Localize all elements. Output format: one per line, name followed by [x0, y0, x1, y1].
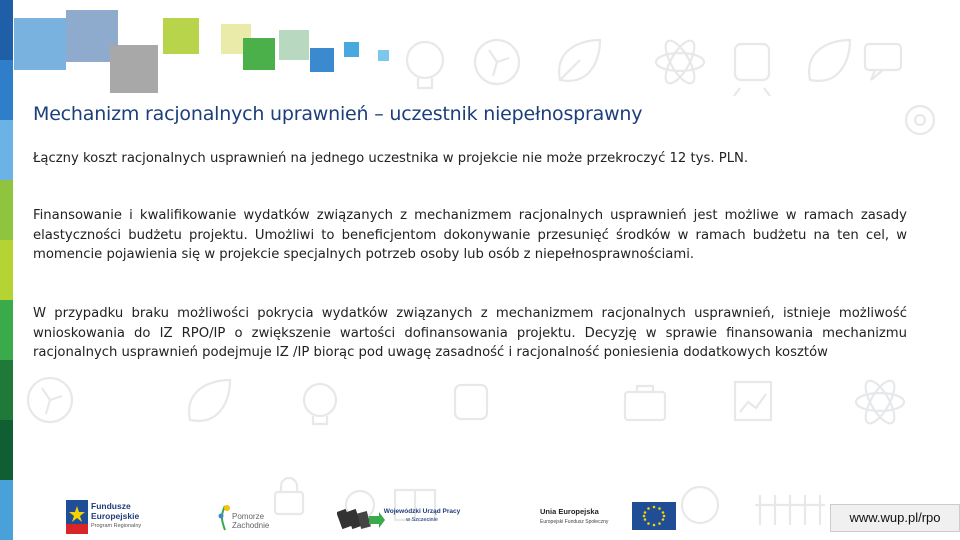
footer-logos: [0, 492, 960, 540]
train-icon: [734, 44, 770, 96]
website-url[interactable]: www.wup.pl/rpo: [830, 504, 960, 532]
pomorze-line2: Zachodnie: [232, 521, 270, 530]
fe-star-icon: [66, 500, 88, 534]
lightbulb-icon: [407, 42, 443, 88]
paragraph-funding-increase: W przypadku braku możliwości pokrycia wydatków związanych z mechanizmem racjonalnych usprawnień, istnieje możliwość wnioskowania do IZ RPO/IP o zwiększenie wartości dofinansowania projektu. Decyzję w sprawie finansowania mechanizmu racjonalnych usprawnień podejmuje IZ /IP biorąc pod uwagę zasadność i racjonalność poniesienia dodatkowych kosztów: [33, 306, 907, 360]
fe-line2: Europejskie: [91, 511, 140, 521]
paragraph-cost-limit: Łączny koszt racjonalnych usprawnień na jednego uczestnika w projekcie nie może przekroczyć 12 tys. PLN.: [33, 151, 749, 166]
chart-icon: [735, 382, 771, 420]
atom-icon: [656, 37, 704, 88]
gear-icon: [906, 106, 934, 134]
wup-line2: w Szczecinie: [406, 517, 438, 523]
wind-turbine-icon: [475, 40, 519, 84]
atom-icon: [856, 377, 904, 428]
train-icon: [455, 385, 487, 419]
briefcase-icon: [625, 386, 665, 420]
pomorze-line1: Pomorze: [232, 512, 265, 521]
windmill-icon: [28, 378, 72, 422]
ue-line2: Europejski Fundusz Społeczny: [540, 519, 609, 525]
fe-line1: Fundusze: [91, 501, 131, 511]
fe-line3: Program Regionalny: [91, 523, 142, 529]
chat-icon: [865, 44, 901, 80]
fundusze-europejskie-logo: [66, 498, 156, 536]
leaf-icon: [189, 380, 230, 421]
leaf-icon: [809, 40, 850, 81]
wup-logo: [337, 500, 487, 534]
pomorze-zachodnie-logo: [216, 500, 286, 534]
ue-line1: Unia Europejska: [540, 507, 599, 516]
eu-flag-icon: [632, 502, 676, 530]
lightbulb-icon: [304, 384, 336, 424]
paragraph-budget-flexibility: Finansowanie i kwalifikowanie wydatków związanych z mechanizmem racjonalnych usprawnień jest możliwe w ramach zasady elastyczności budżetu projektu. Umożliwi to beneficjentom dokonywanie przesunięć środków w ramach budżetu na ten cel, w momencie pojawienia się w projekcie specjalnych potrzeb osoby lub osób z niepełnosprawnościami.: [33, 208, 907, 262]
leaf-icon: [559, 40, 600, 81]
slide-title: Mechanizm racjonalnych uprawnień – uczestnik niepełnosprawny: [33, 103, 643, 125]
wup-line1: Wojewódzki Urząd Pracy: [383, 508, 461, 515]
unia-europejska-logo: [540, 502, 705, 532]
